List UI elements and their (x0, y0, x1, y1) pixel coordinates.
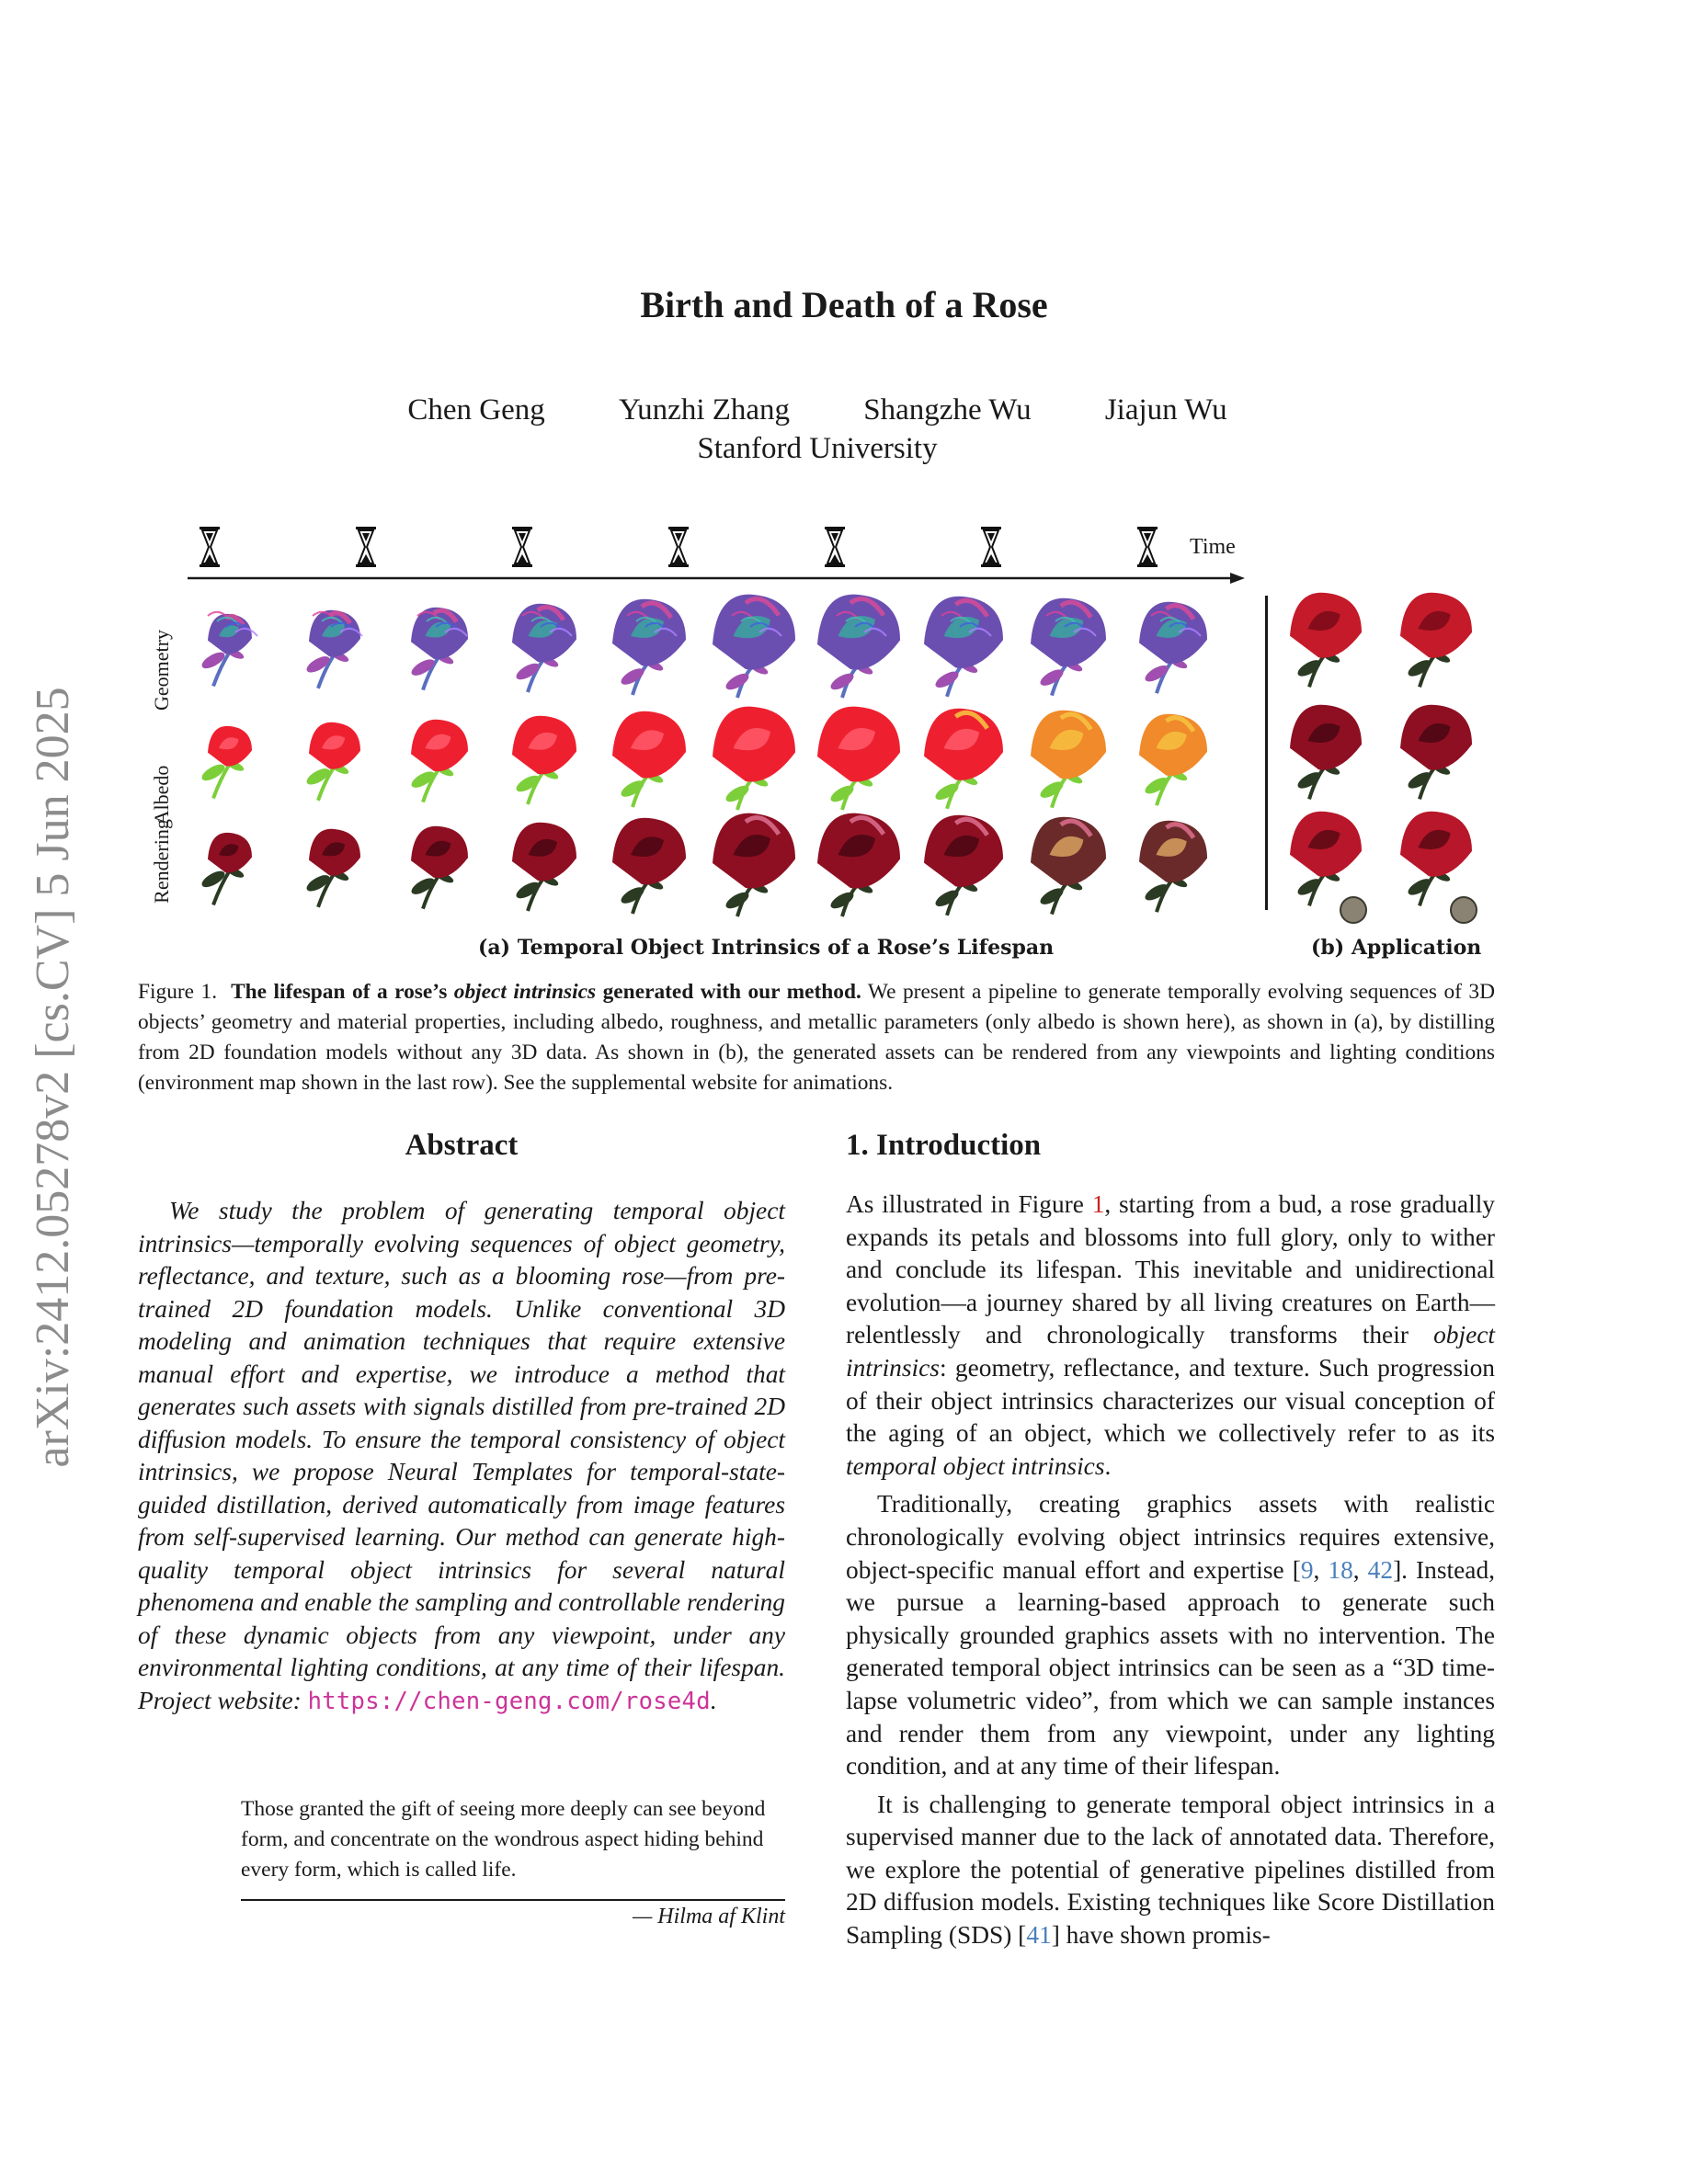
hourglass-icon (980, 526, 1002, 568)
caption-lead: The lifespan of a rose’s object intrinsics generated with our method. (231, 980, 861, 1004)
citation-link[interactable]: 18 (1328, 1555, 1353, 1584)
epigraph-source: — Hilma af Klint (632, 1905, 785, 1928)
row-label-geometry: Geometry (150, 630, 173, 711)
citation-link[interactable]: 42 (1367, 1555, 1394, 1584)
application-rose (1290, 705, 1362, 800)
geometry-rose (713, 595, 795, 698)
introduction-heading: 1. Introduction (846, 1129, 1042, 1162)
application-rose-row-2 (1280, 700, 1506, 820)
albedo-rose (713, 707, 795, 810)
hourglass-icon (1136, 526, 1158, 568)
albedo-rose (1031, 711, 1106, 808)
geometry-rose-strip (180, 588, 1247, 708)
row-label-rendering: Rendering (150, 819, 173, 904)
caption-prefix: Figure 1. (138, 980, 218, 1004)
geometry-rose (409, 608, 468, 690)
application-rose (1400, 705, 1472, 800)
albedo-rose (612, 711, 686, 807)
geometry-rose (1139, 602, 1207, 693)
intro-paragraph-2: Traditionally, creating graphics assets with realistic chronologically evolving object intrinsics requires extensive, object-specific manual effort and expertise [9, 18, 42]. Instead, we pursue a learning-based approach to generate such physically grounded graphics assets with no intervention. The generated temporal object intrinsics can be seen as a “3D time-lapse volumetric video”, from which we can sample instances and render them from any viewpoint, under any lighting condition, and at any time of their lifespan. (846, 1490, 1495, 1780)
paper-title: Birth and Death of a Rose (640, 284, 1048, 325)
project-website-link[interactable]: https://chen-geng.com/rose4d (307, 1687, 711, 1715)
introduction-body (846, 1189, 1495, 1958)
rendering-rose-strip (180, 807, 1247, 927)
time-arrow (188, 572, 1245, 585)
rendered-rose (1031, 817, 1106, 915)
hourglass-icon (199, 526, 221, 568)
application-rose (1290, 812, 1366, 923)
albedo-rose (512, 716, 576, 804)
subcaption-a: (a) Temporal Object Intrinsics of a Rose’s Lifespan (478, 936, 1055, 960)
abstract-body: We study the problem of generating temporal object intrinsics—temporally evolving sequences of object geometry, reflectance, and texture, such as a blooming rose—from pre-trained 2D foundation models. Unlike conventional 3D modeling and animation techniques that require extensive manual effort and expertise, we introduce a method that generates such assets with signals distilled from pre-trained 2D diffusion models. To ensure the temporal consistency of object intrinsics, we propose Neural Templates for temporal-state-guided distillation, derived automatically from image features from self-supervised learning. Our method can generate high-quality temporal object intrinsics for several natural phenomena and enable the sampling and controllable rendering of these dynamic objects from any viewpoint, under any environmental lighting conditions, at any time of their lifespan. Project website: https://chen-geng.com/rose4d. (138, 1197, 785, 1715)
author-name: Shangzhe Wu (863, 393, 1032, 427)
figure-divider (1265, 596, 1268, 910)
citation-link[interactable]: 9 (1300, 1555, 1314, 1584)
rendered-rose (713, 813, 795, 916)
hourglass-icon (355, 526, 377, 568)
arxiv-identifier-text: arXiv:2412.05278v2 [cs.CV] 5 Jun 2025 (27, 687, 79, 1468)
citation-link[interactable]: 41 (1026, 1921, 1052, 1950)
geometry-rose (612, 599, 686, 695)
author-name: Jiajun Wu (1104, 393, 1227, 427)
application-rose-row-3 (1280, 807, 1506, 927)
epigraph-rule (241, 1899, 785, 1901)
epigraph-quote: Those granted the gift of seeing more deeply can see beyond form, and concentrate on the wondrous aspect hiding behind every form, which is called life. (241, 1797, 766, 1882)
albedo-rose-strip (180, 700, 1247, 820)
rendered-rose (924, 815, 1003, 916)
rendered-rose (304, 829, 360, 907)
figure-reference-link[interactable]: 1 (1091, 1190, 1105, 1218)
author-list (0, 393, 1635, 427)
geometry-rose (817, 595, 900, 698)
albedo-rose (924, 709, 1003, 809)
albedo-rose (1139, 714, 1207, 805)
rendered-rose (200, 833, 252, 905)
rendered-rose (512, 823, 576, 911)
geometry-rose (924, 597, 1003, 697)
geometry-rose (304, 610, 362, 688)
intro-paragraph-3: It is challenging to generate temporal object intrinsics in a supervised manner due to the lack of annotated data. Therefore, we explore the potential of generative pipelines distilled from 2D diffusion models. Existing techniques like Score Distillation Sampling (SDS) [41] have shown promis- (846, 1790, 1495, 1950)
albedo-rose (304, 722, 360, 801)
hourglass-icon (824, 526, 846, 568)
author-name: Chen Geng (407, 393, 545, 427)
caption-body: We present a pipeline to generate temporally evolving sequences of 3D objects’ geometry and material properties, including albedo, roughness, and metallic parameters (only albedo is shown here), as shown in (a), by distilling from 2D foundation models without any 3D data. As shown in (b), the generated assets can be rendered from any viewpoints and lighting conditions (environment map shown in the last row). See the supplemental website for animations. (138, 980, 1496, 1095)
abstract-text: We study the problem of generating temporal object intrinsics—temporally evolving sequences of object geometry, reflectance, and texture, such as a blooming rose—from pre-trained 2D foundation models. Unlike conventional 3D modeling and animation techniques that require extensive manual effort and expertise, we introduce a method that generates such assets with signals distilled from pre-trained 2D diffusion models. To ensure the temporal consistency of object intrinsics, we propose Neural Templates for temporal-state-guided distillation, derived automatically from image features from self-supervised learning. Our method can generate high-quality temporal object intrinsics for several natural phenomena and enable the sampling and controllable rendering of these dynamic objects from any viewpoint, under any environmental lighting conditions, at any time of their lifespan. Project website: (138, 1197, 785, 1714)
albedo-rose (409, 720, 468, 802)
intro-paragraph-1: As illustrated in Figure 1, starting from a bud, a rose gradually expands its petals and blossoms into full glory, only to wither and conclude its lifespan. This inevitable and unidirectional evolution—a journey shared by all living creatures on Earth—relentlessly and chronologically transforms their object intrinsics: geometry, reflectance, and texture. Such progression of their object intrinsics characterizes our visual conception of the aging of an object, which we collectively refer to as its temporal object intrinsics. (846, 1190, 1495, 1480)
albedo-rose (817, 707, 900, 810)
hourglass-icon (667, 526, 690, 568)
row-label-albedo: Albedo (150, 765, 173, 825)
abstract-heading: Abstract (405, 1129, 519, 1162)
geometry-rose (512, 604, 576, 692)
figure-caption (138, 977, 1495, 1098)
environment-map-sphere-icon (1451, 897, 1477, 923)
environment-map-sphere-icon (1340, 897, 1366, 923)
arxiv-identifier-stamp (28, 618, 79, 1537)
time-axis-label: Time (1190, 535, 1236, 559)
rendered-rose (817, 813, 900, 916)
geometry-rose (1031, 598, 1106, 696)
rendered-rose (1139, 821, 1207, 912)
application-rose (1400, 812, 1477, 923)
rendered-rose (612, 818, 686, 914)
subcaption-b: (b) Application (1311, 936, 1482, 960)
author-name: Yunzhi Zhang (619, 393, 791, 427)
application-rose (1400, 593, 1472, 688)
application-rose-row-1 (1280, 588, 1506, 708)
albedo-rose (200, 726, 252, 799)
application-rose (1290, 593, 1362, 688)
affiliation: Stanford University (697, 432, 938, 465)
geometry-rose (200, 612, 257, 687)
rendered-rose (409, 826, 468, 909)
hourglass-icon (511, 526, 533, 568)
